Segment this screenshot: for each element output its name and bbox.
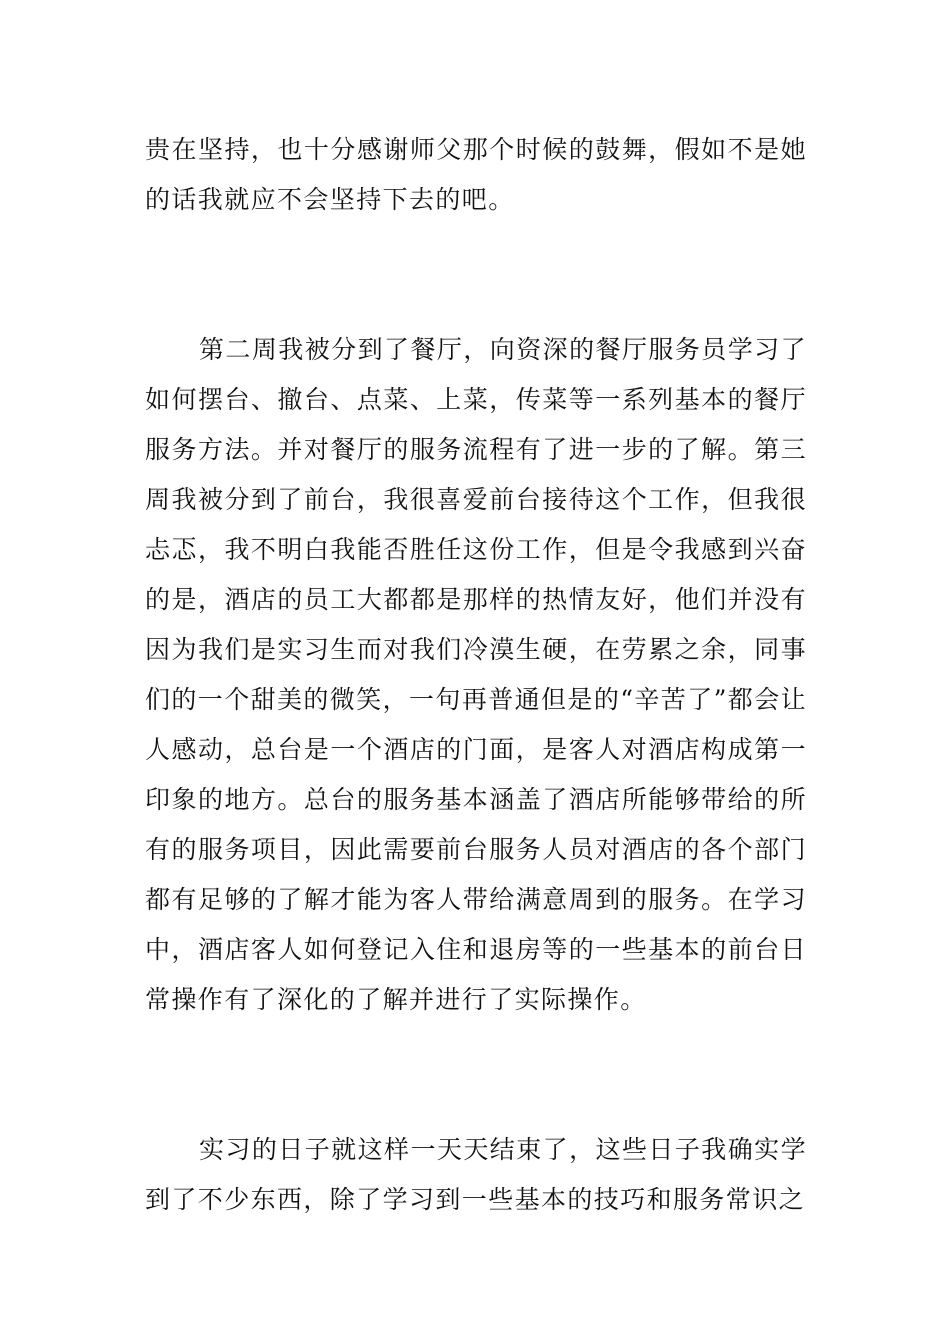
paragraph-restaurant-and-front-desk: 第二周我被分到了餐厅，向资深的餐厅服务员学习了如何摆台、撤台、点菜、上菜，传菜等一系列基本的餐厅服务方法。并对餐厅的服务流程有了进一步的了解。第三周我被分到了前台，我很喜爱前台接待这个工作，但我很忐忑，我不明白我能否胜任这份工作，但是令我感到兴奋的是，酒店的员工大都都是那样的热情友好，他们并没有因为我们是实习生而对我们冷漠生硬，在劳累之余，同事们的一个甜美的微笑，一句再普通但是的“辛苦了”都会让人感动，总台是一个酒店的门面，是客人对酒店构成第一印象的地方。总台的服务基本涵盖了酒店所能够带给的所有的服务项目，因此需要前台服务人员对酒店的各个部门都有足够的了解才能为客人带给满意周到的服务。在学习中，酒店客人如何登记入住和退房等的一些基本的前台日常操作有了深化的了解并进行了实际操作。 — [145, 335, 807, 1014]
paragraph-internship-summary: 实习的日子就这样一天天结束了，这些日子我确实学到了不少东西，除了学习到一些基本的技巧和服务常识之 — [145, 1135, 807, 1214]
paragraph-continued: 贵在坚持，也十分感谢师父那个时候的鼓舞，假如不是她的话我就应不会坚持下去的吧。 — [145, 135, 807, 214]
